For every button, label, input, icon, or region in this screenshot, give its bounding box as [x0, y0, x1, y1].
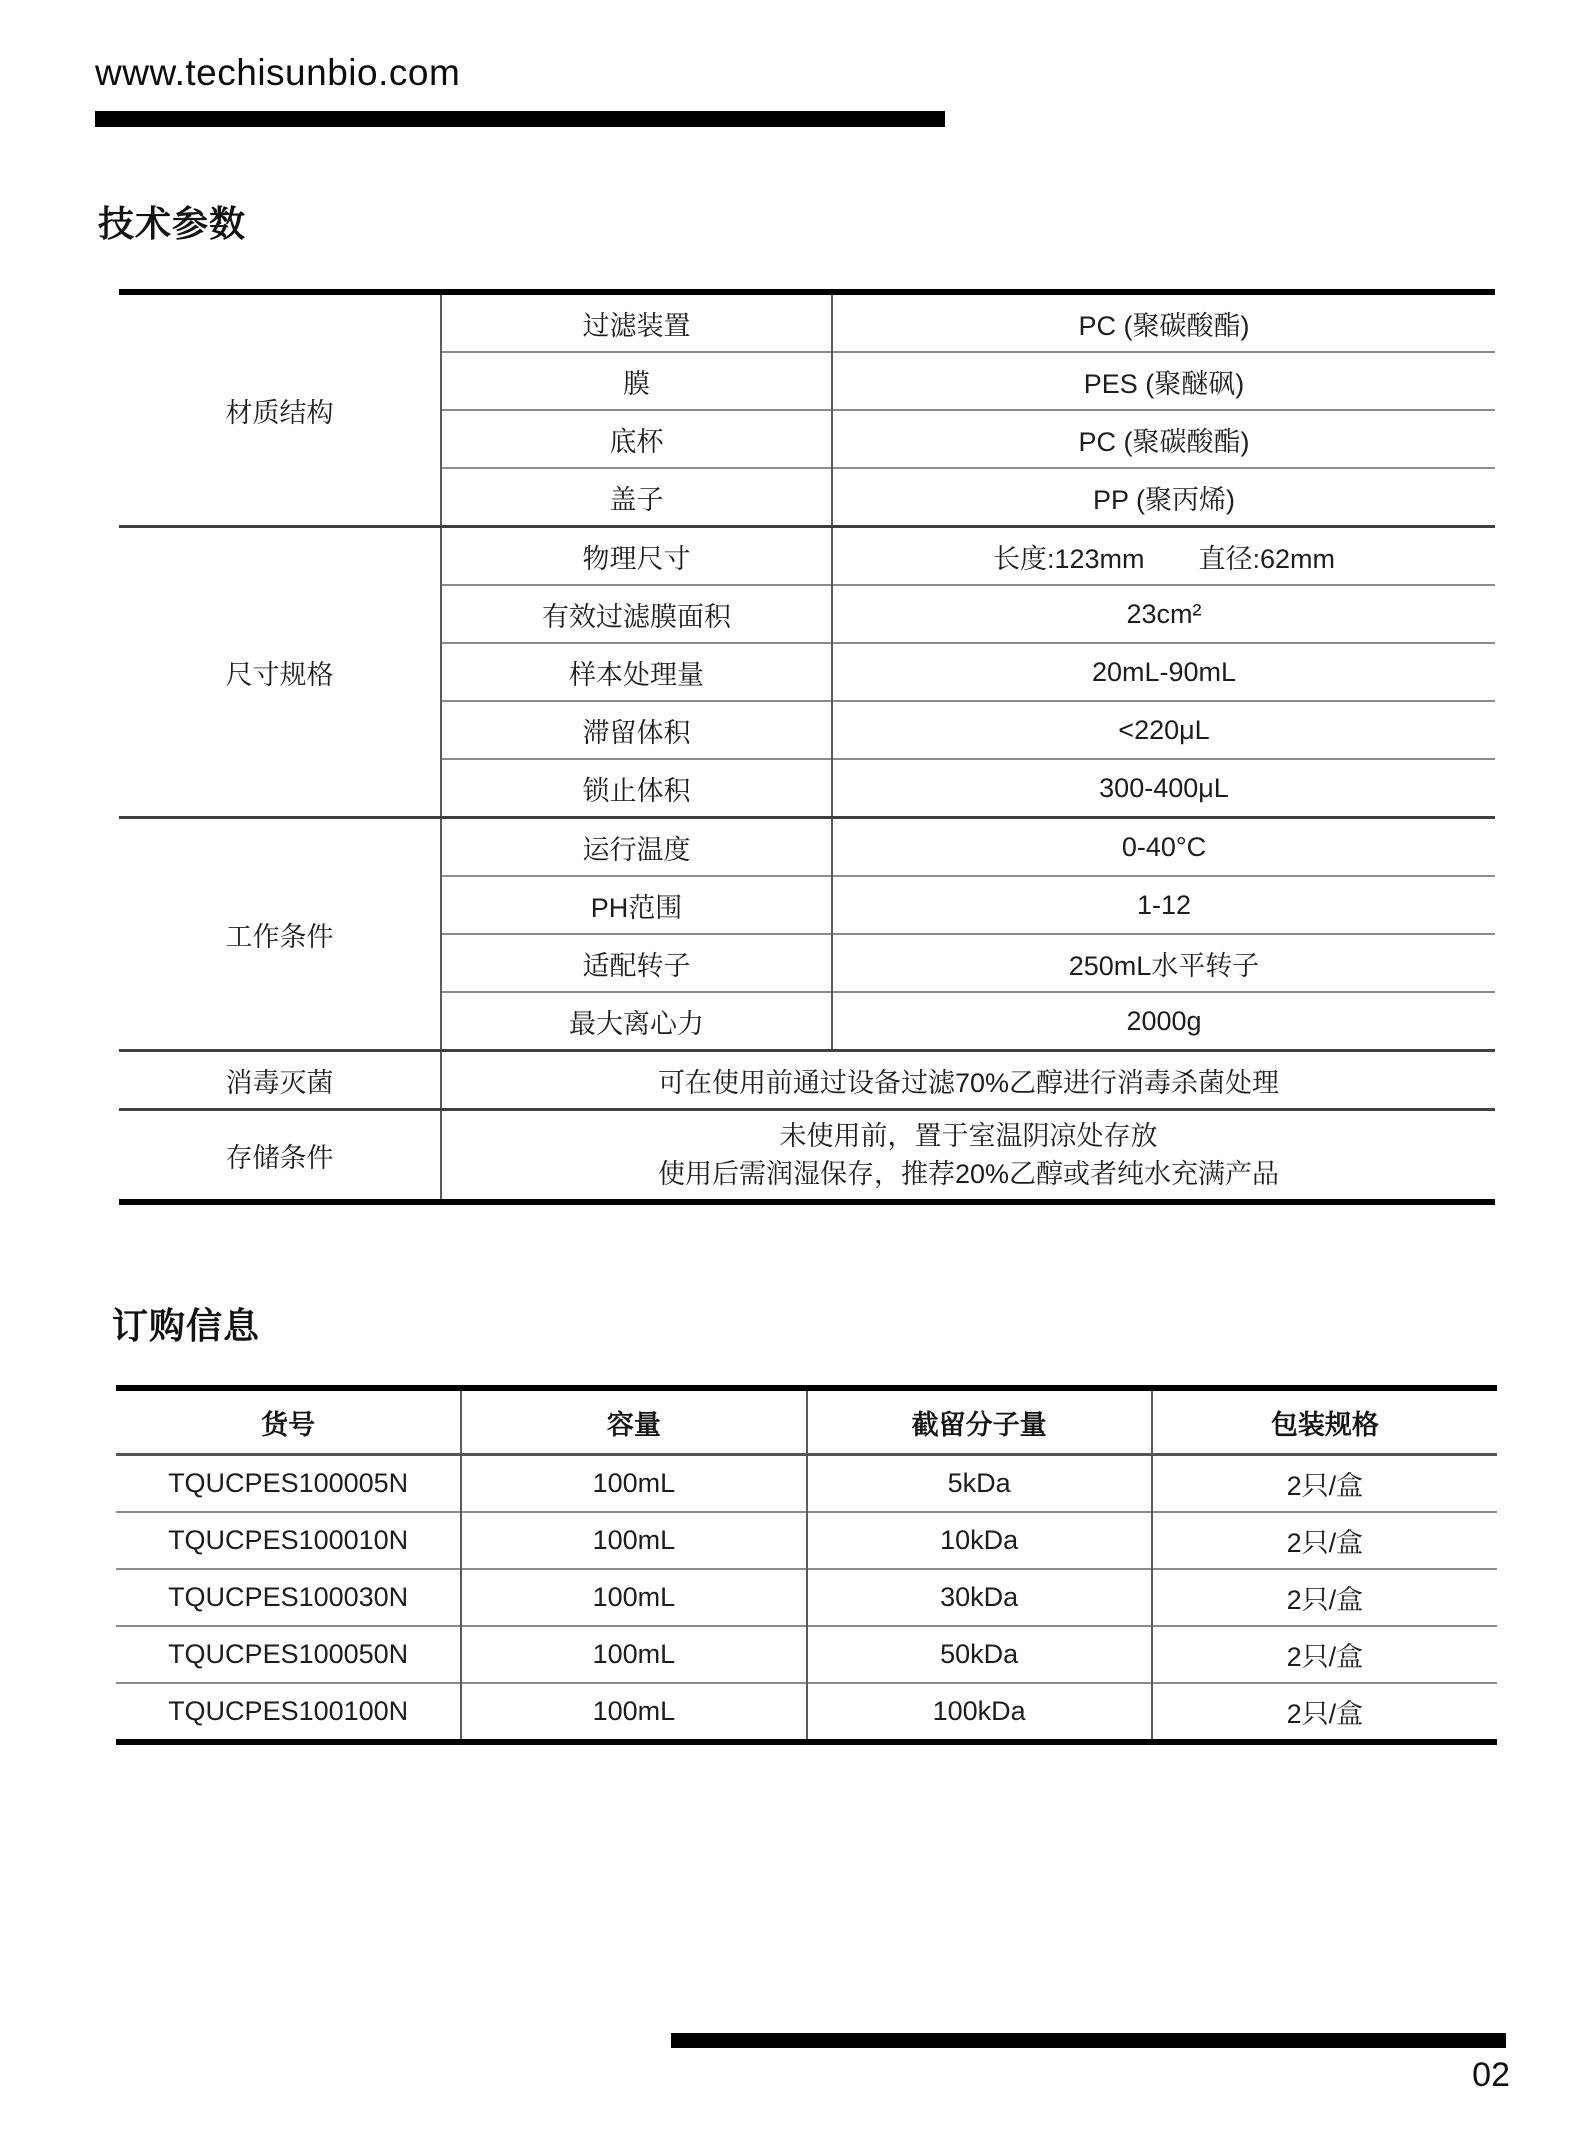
packaging: 2只/盒: [1152, 1455, 1497, 1513]
group-label-working-conditions: 工作条件: [119, 818, 441, 1051]
table-row: [116, 1683, 1497, 1742]
item-no: TQUCPES100030N: [116, 1569, 461, 1626]
site-url: www.techisunbio.com: [95, 52, 461, 93]
storage-line-1: 未使用前，置于室温阴凉处存放: [779, 1121, 1158, 1151]
table-row: [116, 1569, 1497, 1626]
param-value: PES (聚醚砜): [832, 352, 1495, 410]
param-name: 锁止体积: [441, 759, 832, 818]
param-name: 有效过滤膜面积: [441, 585, 832, 643]
table-row: [119, 1110, 1495, 1203]
page-number: 02: [1472, 2056, 1510, 2094]
mwco: 10kDa: [807, 1512, 1152, 1569]
capacity: 100mL: [461, 1683, 806, 1742]
group-label-material: 材质结构: [119, 292, 441, 527]
table-row: [119, 818, 1495, 877]
mwco: 50kDa: [807, 1626, 1152, 1683]
param-value: PP (聚丙烯): [832, 468, 1495, 527]
packaging: 2只/盒: [1152, 1683, 1497, 1742]
param-name: 膜: [441, 352, 832, 410]
param-name: 过滤装置: [441, 292, 832, 352]
column-header-packaging: 包装规格: [1270, 1409, 1379, 1440]
param-name: 运行温度: [441, 818, 832, 877]
param-name: 物理尺寸: [441, 527, 832, 586]
column-header-mwco: 截留分子量: [807, 1388, 1152, 1455]
mwco: 100kDa: [807, 1683, 1152, 1742]
ordering-info-table: [116, 1385, 1497, 1745]
param-name: PH范围: [441, 876, 832, 934]
param-value: 300-400μL: [832, 759, 1495, 818]
capacity: 100mL: [461, 1626, 806, 1683]
param-name: 样本处理量: [441, 643, 832, 701]
mwco: 5kDa: [807, 1455, 1152, 1513]
param-value: 20mL-90mL: [832, 643, 1495, 701]
param-value: 2000g: [832, 992, 1495, 1051]
param-value: 0-40°C: [832, 818, 1495, 877]
item-no: TQUCPES100010N: [116, 1512, 461, 1569]
param-name: 适配转子: [441, 934, 832, 992]
param-name: 底杯: [441, 410, 832, 468]
order-section-title: 订购信息: [112, 1305, 261, 1346]
header-divider-bar: [95, 111, 945, 127]
param-value: PC (聚碳酸酯): [832, 410, 1495, 468]
param-name: 盖子: [441, 468, 832, 527]
table-row: [119, 527, 1495, 586]
packaging: 2只/盒: [1152, 1512, 1497, 1569]
group-label-sterilization: 消毒灭菌: [119, 1051, 441, 1110]
param-value: 长度:123mm 直径:62mm: [832, 527, 1495, 586]
column-header-capacity: 容量: [461, 1388, 806, 1455]
mwco: 30kDa: [807, 1569, 1152, 1626]
item-no: TQUCPES100005N: [116, 1455, 461, 1513]
capacity: 100mL: [461, 1569, 806, 1626]
capacity: 100mL: [461, 1455, 806, 1513]
group-label-dimensions: 尺寸规格: [119, 527, 441, 818]
table-row: [116, 1626, 1497, 1683]
param-name: 滞留体积: [441, 701, 832, 759]
table-row: [116, 1512, 1497, 1569]
capacity: 100mL: [461, 1512, 806, 1569]
table-row: [119, 292, 1495, 352]
item-no: TQUCPES100100N: [116, 1683, 461, 1742]
param-value: 250mL水平转子: [832, 934, 1495, 992]
param-value: PC (聚碳酸酯): [832, 292, 1495, 352]
table-row: [116, 1455, 1497, 1513]
tech-section-title: 技术参数: [98, 203, 247, 244]
param-name: 最大离心力: [441, 992, 832, 1051]
storage-line-2: 使用后需润湿保存，推荐20%乙醇或者纯水充满产品: [657, 1159, 1280, 1189]
packaging: 2只/盒: [1152, 1569, 1497, 1626]
table-row: [119, 1051, 1495, 1110]
group-label-storage: 存储条件: [119, 1110, 441, 1203]
packaging: 2只/盒: [1152, 1626, 1497, 1683]
param-value: 23cm²: [832, 585, 1495, 643]
tech-parameters-table: [119, 289, 1495, 1205]
param-value-merged: [441, 1110, 1495, 1203]
param-value: <220μL: [832, 701, 1495, 759]
item-no: TQUCPES100050N: [116, 1626, 461, 1683]
table-header-row: [116, 1388, 1497, 1455]
param-value: 1-12: [832, 876, 1495, 934]
column-header-item-no: 货号: [116, 1388, 461, 1455]
footer-divider-bar: [671, 2033, 1506, 2048]
param-value-merged: 可在使用前通过设备过滤70%乙醇进行消毒杀菌处理: [441, 1051, 1495, 1110]
